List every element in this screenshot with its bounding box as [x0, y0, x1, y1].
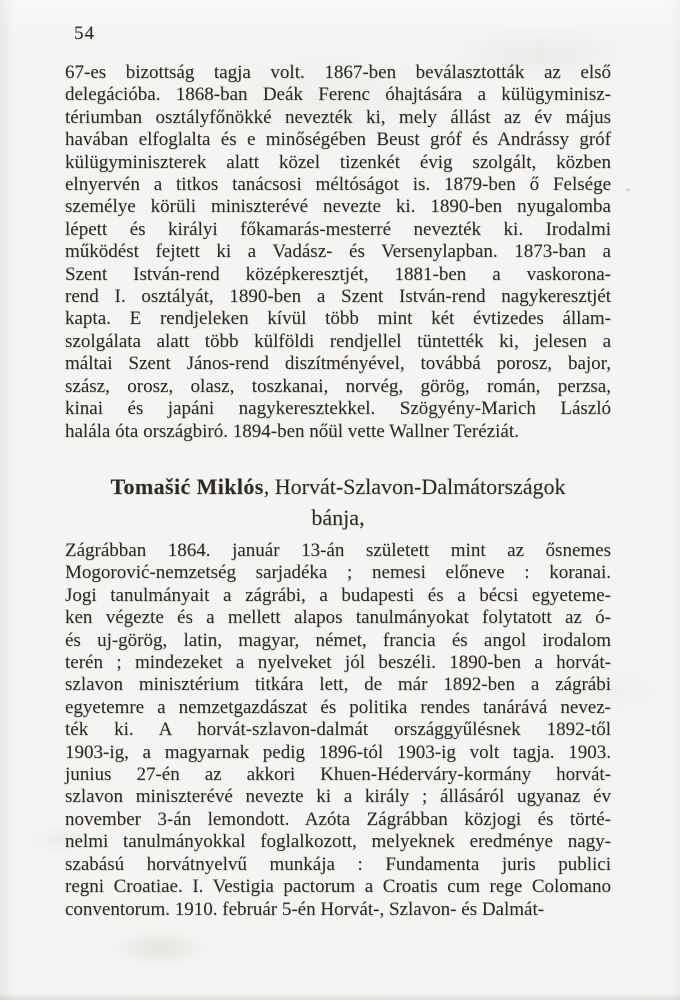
text-line: junius 27-én az akkori Khuen-Héderváry-kormány horvát- — [65, 764, 611, 786]
text-line: Mogorović-nemzetség sarjadéka ; nemesi előneve : koranai. — [65, 562, 611, 584]
entry-heading-line-1 — [55, 471, 621, 502]
text-line: rend I. osztályát, 1890-ben a Szent István-rend nagykeresztjét — [65, 286, 611, 308]
page-number: 54 — [74, 23, 95, 44]
biography-paragraph-1 — [65, 62, 611, 443]
text-line: elnyervén a titkos tanácsosi méltóságot is. 1879-ben ő Felsége — [65, 174, 611, 196]
entry-person-title: , Horvát-Szlavon-Dalmátországok — [263, 474, 566, 499]
text-line: nelmi tanulmányokkal foglalkozott, melyeknek eredménye nagy- — [65, 831, 611, 853]
text-line: conventorum. 1910. február 5-én Horvát-, Szlavon- és Dalmát- — [65, 898, 545, 920]
text-line: tériumban osztályfőnökké nevezték ki, mely állást az év május — [65, 106, 611, 128]
text-line: és uj-görög, latin, magyar, német, francia és angol irodalom — [65, 629, 611, 651]
text-line: lépett és királyi főkamarás-mesterré nevezték ki. Irodalmi — [65, 218, 611, 240]
text-line: terén ; mindezeket a nyelveket jól beszéli. 1890-ben a horvát- — [65, 652, 611, 674]
text-line: Zágrábban 1864. január 13-án született mint az ősnemes — [65, 540, 611, 561]
text-line: ték ki. A horvát-szlavon-dalmát országgyűlésnek 1892-től — [65, 719, 611, 741]
entry-person-name: Tomašić Miklós — [110, 474, 264, 499]
text-line: szlavon miniszterévé nevezte ki a király ; állásáról ugyanaz év — [65, 786, 611, 808]
text-line: működést fejtett ki a Vadász- és Versenylapban. 1873-ban a — [65, 241, 611, 263]
text-line: szász, orosz, olasz, toszkanai, norvég, görög, román, perzsa, — [65, 375, 611, 397]
text-line: kinai és japáni nagykeresztekkel. Szögyény-Marich László — [65, 398, 611, 420]
text-line: máltai Szent János-rend diszítményével, továbbá porosz, bajor, — [65, 353, 611, 375]
text-line: szolgálata alatt több külföldi rendjellel tüntették ki, jelesen a — [65, 330, 611, 352]
text-line: november 3-án lemondott. Azóta Zágrábban közjogi és törté- — [65, 808, 611, 830]
entry-heading — [55, 471, 621, 533]
entry-heading-line-2: bánja, — [311, 505, 365, 530]
text-line: szabású horvátnyelvű munkája : Fundamenta juris publici — [65, 853, 611, 875]
biography-paragraph-2 — [65, 540, 611, 921]
text-line: egyetemre a nemzetgazdászat és politika rendes tanárává nevez- — [65, 696, 611, 718]
text-line: regni Croatiae. I. Vestigia pactorum a Croatis cum rege Colomano — [65, 876, 611, 898]
text-line: havában elfoglalta és e minőségében Beust gróf és Andrássy gróf — [65, 129, 611, 151]
text-line: halála óta országbiró. 1894-ben nőül vette Wallner Teréziát. — [65, 420, 519, 442]
text-line: Jogi tanulmányait a zágrábi, a budapesti és a bécsi egyeteme- — [65, 584, 611, 606]
text-line: delegációba. 1868-ban Deák Ferenc óhajtására a külügyminisz- — [65, 84, 611, 106]
text-line: 1903-ig, a magyarnak pedig 1896-tól 1903-ig volt tagja. 1903. — [65, 741, 611, 763]
text-line: külügyminiszterek alatt közel tizenkét évig szolgált, közben — [65, 151, 611, 173]
text-line: kapta. E rendjeleken kívül több mint két évtizedes állam- — [65, 308, 611, 330]
text-line: 67-es bizottság tagja volt. 1867-ben beválasztották az első — [65, 62, 611, 83]
text-line: szlavon minisztérium titkára lett, de már 1892-ben a zágrábi — [65, 674, 611, 696]
text-line: személye körüli miniszterévé nevezte ki. 1890-ben nyugalomba — [65, 196, 611, 218]
text-line: ken végezte és a mellett alapos tanulmányokat folytatott az ó- — [65, 607, 611, 629]
text-line: Szent István-rend középkeresztjét, 1881-ben a vaskorona- — [65, 263, 611, 285]
